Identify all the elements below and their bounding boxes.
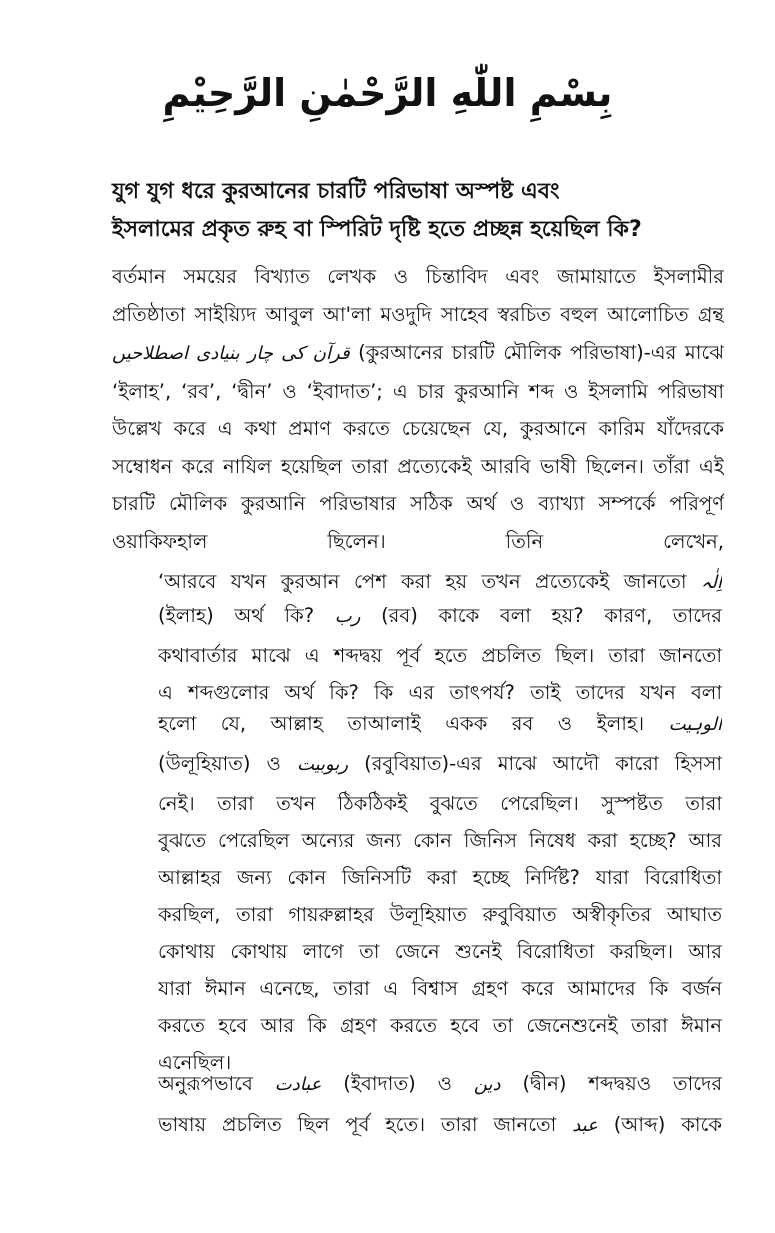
quote-text: অনুরূপভাবে [158,1072,253,1095]
intro-line: বর্তমান সময়ের বিখ্যাত লেখক ও চিন্তাবিদ এবং জামায়াতে ইসলামীর [112,265,724,288]
quote-line: কথাবার্তার মাঝে এ শব্দদ্বয় পূর্ব হতে প্রচলিত ছিল। তারা জানতো [158,644,722,667]
intro-line: প্রতিষ্ঠাতা সাইয়্যিদ আবুল আ'লা মওদুদি সাহেব স্বরচিত বহুল আলোচিত গ্রন্থ [112,302,724,326]
quote-text: (দ্বীন) শব্দদ্বয়ও তাদের [522,1072,722,1095]
quote-line: নেই। তারা তখন ঠিকঠিকই বুঝতে পেরেছিল। সুস্পষ্টত তারা [158,792,722,815]
quote-line: করতে হবে আর কি গ্রহণ করতে হবে তা জেনেশুনেই তারা ঈমান [158,1014,722,1037]
quote-line: এনেছিল। [158,1051,232,1074]
quote-line [158,1064,722,1105]
quote-text: (ইলাহ) অর্থ কি? [158,604,315,627]
quote-block [158,744,722,1081]
quote-text: (রব) কাকে বলা হয়? কারণ, তাদের [381,604,722,627]
arabic-term: ربوبیت [296,754,349,775]
quote-line: কোথায় কোথায় লাগে তা জেনে শুনেই বিরোধিতা করছিল। আর [158,940,722,963]
arabic-term: اِلٰہ [700,572,722,593]
arabic-term: عبد [572,1115,598,1136]
intro-line [112,334,724,373]
intro-paragraph-cont [112,334,724,560]
quote-line: আল্লাহর জন্য কোন জিনিসটি করা হচ্ছে নির্দিষ্ট? যারা বিরোধিতা [158,866,722,889]
quote-block [158,1064,722,1146]
intro-text: (কুরআনের চারটি মৌলিক পরিভাষা)-এর মাঝে [358,341,724,364]
intro-paragraph [112,258,724,333]
quote-text: ‘আরবে যখন কুরআন পেশ করা হয় তখন প্রত্যেকেই জানতো [158,570,687,593]
arabic-term: رب [334,606,361,627]
intro-line: ‘ইলাহ’, ‘রব’, ‘দ্বীন’ ও ‘ইবাদাত’; এ চার কুরআনি শব্দ ও ইসলামি পরিভাষা [112,379,724,403]
intro-line: উল্লেখ করে এ কথা প্রমাণ করতে চেয়েছেন যে, কুরআনে কারিম যাঁদেরকে [112,417,724,440]
quote-line [158,704,722,745]
intro-line: ওয়াকিফহাল ছিলেন। তিনি লেখেন, [112,529,724,553]
quote-line [158,1105,722,1146]
urdu-book-title: قرآن کی چار بنیادی اصطلاحیں [112,343,350,364]
intro-line: সম্বোধন করে নাযিল হয়েছিল তারা প্রত্যেকেই আরবি ভাষী ছিলেন। তাঁরা এই [112,454,724,478]
quote-text: হলো যে, আল্লাহ তাআলাই একক রব ও ইলাহ। [158,712,645,735]
quote-line [158,744,722,785]
quote-line: এ শব্দগুলোর অর্থ কি? কি এর তাৎপর্য? তাই তাদের যখন বলা [158,681,722,704]
quote-line [158,596,722,637]
heading-line-1: যুগ যুগ ধরে কুরআনের চারটি পরিভাষা অস্পষ্ট এবং [112,179,560,204]
quote-text: (রবুবিয়াত)-এর মাঝে আদৌ কারো হিসসা [364,752,722,775]
quote-block [158,704,722,745]
bismillah-calligraphy: بِسْمِ اللّٰهِ الرَّحْمٰنِ الرَّحِيْمِ [162,71,613,115]
quote-text: (উলূহিয়াত) ও [158,752,281,775]
quote-text: (ইবাদাত) ও [343,1072,452,1095]
quote-line: করছিল, তারা গায়রুল্লাহর উলূহিয়াত রুবুবিয়াত অস্বীকৃতির আঘাত [158,903,722,926]
quote-text: ভাষায় প্রচলিত ছিল পূর্ব হতে। তারা জানতো [158,1113,557,1136]
arabic-term: دین [473,1074,501,1095]
heading-line-2: ইসলামের প্রকৃত রুহ বা স্পিরিট দৃষ্টি হতে প্রচ্ছন্ন হয়েছিল কি? [112,217,642,242]
arabic-term: الوہیت [668,714,722,735]
quote-text: (আব্দ) কাকে [613,1113,722,1136]
arabic-term: عبادت [274,1074,322,1095]
quote-block [158,596,722,711]
intro-line: চারটি মৌলিক কুরআনি পরিভাষার সঠিক অর্থ ও ব্যাখ্যা সম্পর্কে পরিপূর্ণ [112,492,724,515]
quote-line: বুঝতে পেরেছিল অন্যের জন্য কোন জিনিস নিষেধ করা হচ্ছে? আর [158,829,722,852]
quote-line: যারা ঈমান এনেছে, তারা এ বিশ্বাস গ্রহণ করে আমাদের কি বর্জন [158,977,722,1000]
